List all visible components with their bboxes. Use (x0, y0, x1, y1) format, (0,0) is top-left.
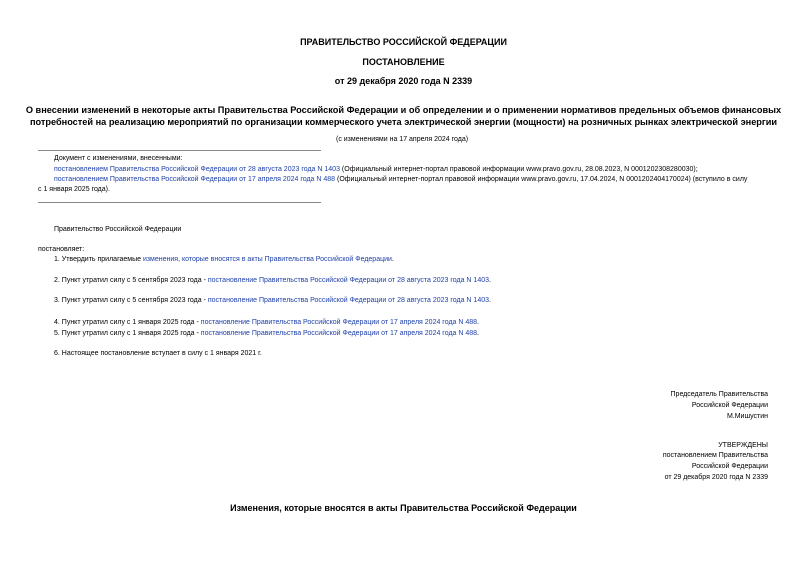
amendment-item-1 (54, 166, 698, 173)
signature-title: Председатель Правительства (670, 391, 768, 398)
paragraph-2 (54, 277, 491, 284)
paragraph-5-text: 5. Пункт утратил силу с 1 января 2025 года - (54, 330, 201, 337)
decides-label: постановляет: (38, 246, 85, 253)
paragraph-3 (54, 297, 491, 304)
revision-note: (с изменениями на 17 апреля 2024 года) (336, 136, 469, 143)
paragraph-3-link[interactable]: постановление Правительства Российской Федерации от 28 августа 2023 года N 1403 (207, 297, 490, 304)
date-number-heading: от 29 декабря 2020 года N 2339 (334, 76, 473, 86)
amendment-link-1403[interactable]: постановлением Правительства Российской Федерации от 28 августа 2023 года N 1403 (54, 166, 340, 173)
paragraph-4-text: 4. Пункт утратил силу с 1 января 2025 года - (54, 319, 201, 326)
government-label: Правительство Российской Федерации (54, 226, 182, 233)
paragraph-5-end: . (477, 330, 479, 337)
paragraph-5-link[interactable]: постановление Правительства Российской Федерации от 17 апреля 2024 года N 488 (200, 330, 478, 337)
amendments-intro: Документ с изменениями, внесенными: (54, 155, 183, 162)
paragraph-2-end: . (489, 277, 491, 284)
approved-line-4: от 29 декабря 2020 года N 2339 (664, 474, 768, 481)
paragraph-1 (54, 256, 394, 263)
annex-title: Изменения, которые вносятся в акты Правительства Российской Федерации (230, 503, 577, 513)
paragraph-3-text: 3. Пункт утратил силу с 5 сентября 2023 года - (54, 297, 208, 304)
paragraph-3-end: . (489, 297, 491, 304)
paragraph-4-end: . (477, 319, 479, 326)
paragraph-5 (54, 330, 479, 337)
paragraph-2-text: 2. Пункт утратил силу с 5 сентября 2023 года - (54, 277, 208, 284)
changes-link[interactable]: изменения, которые вносятся в акты Правительства Российской Федерации (142, 256, 392, 263)
paragraph-4 (54, 319, 479, 326)
paragraph-4-link[interactable]: постановление Правительства Российской Федерации от 17 апреля 2024 года N 488 (200, 319, 478, 326)
signature-name: М.Мишустин (726, 413, 768, 420)
doc-type-heading: ПОСТАНОВЛЕНИЕ (362, 57, 445, 67)
paragraph-6: 6. Настоящее постановление вступает в силу с 1 января 2021 г. (54, 350, 262, 357)
amendment-item-2-cont: с 1 января 2025 года). (38, 186, 110, 193)
divider-bottom (38, 202, 321, 203)
document-title: О внесении изменений в некоторые акты Правительства Российской Федерации и об определении и о применении нормативов предельных объемов финансовых потребностей на реализацию мероприятий по организации коммерческого учета электрической энергии (мощности) на розничных рынках электрической энергии (25, 105, 782, 127)
paragraph-2-link[interactable]: постановление Правительства Российской Федерации от 28 августа 2023 года N 1403 (207, 277, 490, 284)
paragraph-1-end: . (391, 256, 394, 263)
paragraph-1-text: 1. Утвердить прилагаемые (54, 256, 143, 263)
approved-line-2: постановлением Правительства (662, 452, 768, 459)
approved-line-3: Российской Федерации (691, 463, 768, 470)
signature-org: Российской Федерации (691, 402, 768, 409)
divider-top (38, 150, 321, 151)
org-heading: ПРАВИТЕЛЬСТВО РОССИЙСКОЙ ФЕДЕРАЦИИ (300, 37, 507, 47)
amendment-item-2 (54, 176, 747, 183)
amendment-source-2: (Официальный интернет-портал правовой информации www.pravo.gov.ru, 17.04.2024, N 0001202404170024) (вступило в силу (335, 176, 748, 183)
amendment-link-488[interactable]: постановлением Правительства Российской Федерации от 17 апреля 2024 года N 488 (54, 176, 336, 183)
amendment-source-1: (Официальный интернет-портал правовой информации www.pravo.gov.ru, 28.08.2023, N 0001202308280030); (339, 166, 698, 173)
approved-label: УТВЕРЖДЕНЫ (718, 442, 768, 449)
